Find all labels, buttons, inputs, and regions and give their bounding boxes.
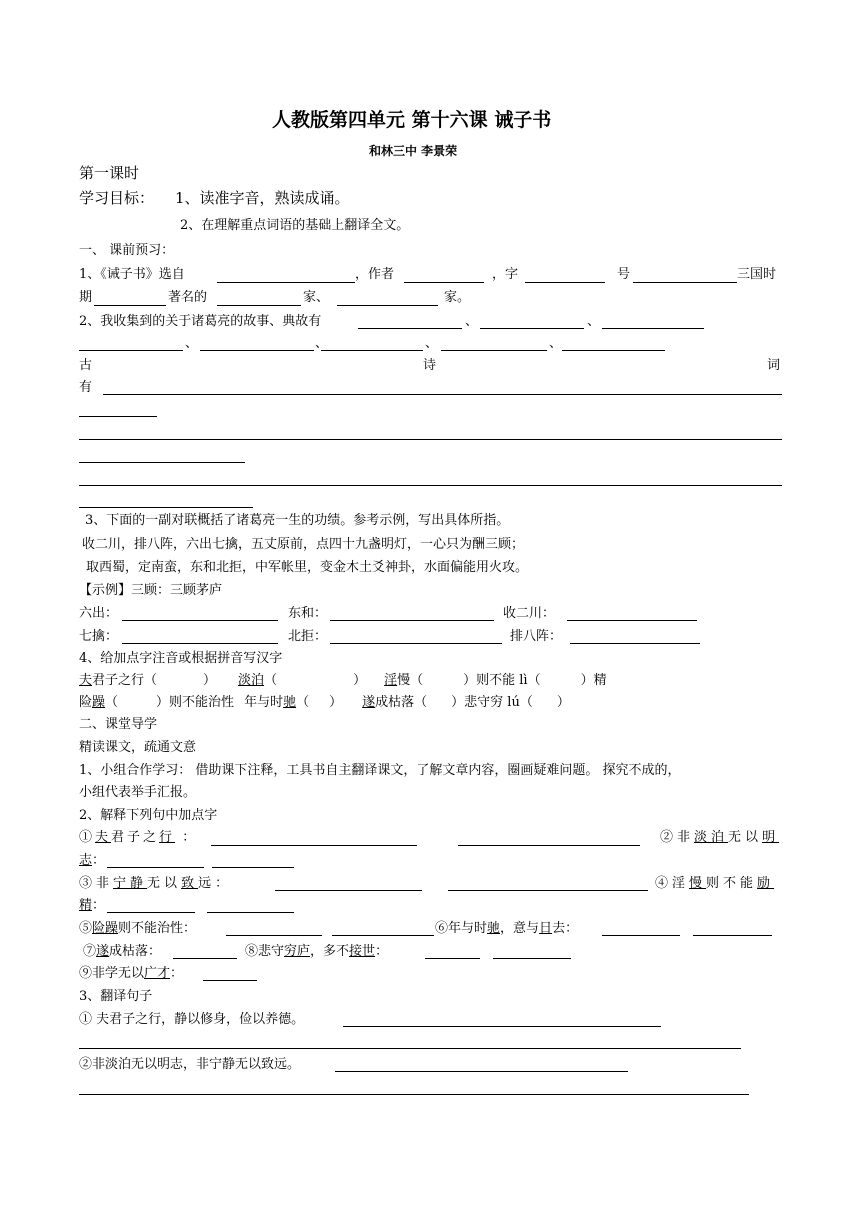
text: ：: [92, 853, 106, 868]
answer-blank[interactable]: [226, 935, 322, 936]
text: ⑧悲守: [245, 944, 285, 959]
item-7: [83, 945, 161, 958]
translation-blank[interactable]: [79, 1048, 741, 1049]
dotted-char: 驰: [283, 695, 297, 710]
poem-label: 古: [79, 358, 93, 373]
answer-blank[interactable]: [207, 912, 294, 913]
text: ⑨非学无以: [79, 966, 145, 981]
text: （: [264, 673, 278, 688]
poem-label: 词: [767, 358, 781, 373]
section-heading: 二、课堂导学: [79, 717, 158, 732]
dotted-char: 励: [757, 876, 775, 891]
text: ，多不: [310, 944, 350, 959]
translation-blank[interactable]: [343, 1026, 661, 1027]
poem-blank[interactable]: [79, 485, 782, 486]
answer-blank[interactable]: [693, 935, 772, 936]
item-1: [79, 831, 198, 844]
dotted-char: 夫: [95, 830, 112, 845]
dotted-char: 宁: [113, 876, 131, 891]
story-blank[interactable]: [200, 350, 314, 351]
q4-row-2: [79, 696, 570, 709]
answer-blank[interactable]: [458, 845, 640, 846]
q1-text: 小组代表举手汇报。: [79, 785, 197, 800]
text: 无以: [147, 876, 182, 891]
text: ）: [353, 673, 367, 688]
poem-blank[interactable]: [103, 394, 782, 395]
story-blank[interactable]: [441, 350, 547, 351]
example-line: 【示例】三顾：三顾茅庐: [79, 583, 223, 598]
text: ⑥年与时: [435, 921, 488, 936]
text: ）则不能治性: [156, 695, 235, 710]
dotted-char: 遂: [96, 944, 110, 959]
dotted-char: 遂: [362, 695, 376, 710]
separator: 、: [549, 336, 563, 351]
dotted-char: 躁: [92, 695, 106, 710]
text: ②非: [660, 830, 695, 845]
q1-text: 号: [617, 267, 631, 282]
text: 年与时: [244, 695, 284, 710]
q2-text: 2、我收集到的关于诸葛亮的故事、典故有: [79, 314, 322, 329]
dotted-char: 淡泊: [238, 673, 265, 688]
text: 成枯落：: [109, 944, 162, 959]
answer-blank[interactable]: [211, 845, 417, 846]
page-title: 人教版第四单元 第十六课 诫子书: [272, 109, 552, 131]
separator: 、: [425, 336, 439, 351]
dotted-char: 险躁: [92, 921, 119, 936]
dotted-char: 精: [79, 898, 93, 913]
text: ：: [182, 830, 199, 845]
story-blank[interactable]: [480, 328, 584, 329]
text: 险: [79, 695, 93, 710]
profession-blank-1[interactable]: [217, 305, 301, 306]
answer-blank[interactable]: [107, 867, 204, 868]
source-blank[interactable]: [217, 282, 355, 283]
item-3: [79, 877, 232, 890]
text: ：: [92, 898, 106, 913]
answer-blank[interactable]: [330, 643, 502, 644]
poem-label: 诗: [423, 358, 437, 373]
q1-text: 家、: [303, 290, 330, 305]
answer-blank[interactable]: [212, 867, 294, 868]
text: ）精: [580, 673, 607, 688]
goal-1: 1、读准字音，熟读成诵。: [175, 189, 350, 207]
dotted-char: 驰: [487, 921, 501, 936]
text: （: [105, 695, 119, 710]
poem-blank[interactable]: [79, 439, 782, 440]
field-label: 东和：: [288, 606, 328, 621]
separator: 、: [185, 336, 199, 351]
answer-blank[interactable]: [330, 620, 494, 621]
dotted-char: 慢: [689, 876, 707, 891]
item-4: [655, 877, 774, 890]
dotted-char: 静: [130, 876, 148, 891]
text: ）: [203, 673, 217, 688]
dotted-char: 致: [181, 876, 199, 891]
story-blank[interactable]: [562, 350, 665, 351]
section-heading: 一、 课前预习：: [79, 243, 175, 258]
story-blank[interactable]: [79, 350, 183, 351]
couplet-line-1: 收二川，排八阵，六出七擒，五丈原前，点四十九盏明灯，一心只为酬三顾；: [82, 537, 525, 552]
profession-blank-2[interactable]: [337, 305, 438, 306]
answer-blank[interactable]: [122, 620, 278, 621]
q1-text: 期: [79, 290, 93, 305]
answer-blank[interactable]: [107, 912, 195, 913]
translation-blank[interactable]: [79, 1094, 749, 1095]
couplet-line-2: 取西蜀，定南蛮，东和北拒，中军帐里，变金木土爻神卦，水面偏能用火攻。: [86, 560, 529, 575]
item-8: [245, 945, 388, 958]
text: （: [296, 695, 310, 710]
field-label: 六出：: [79, 606, 119, 621]
answer-blank[interactable]: [570, 643, 700, 644]
courtesy-name-blank[interactable]: [525, 282, 605, 283]
item-2: [660, 831, 779, 844]
dotted-char: 泊: [711, 830, 729, 845]
q3-intro: 3、下面的一副对联概括了诸葛亮一生的功绩。参考示例，写出具体所指。: [85, 513, 510, 528]
text: 远：: [198, 876, 233, 891]
poem-blank[interactable]: [79, 416, 157, 417]
answer-blank[interactable]: [275, 890, 422, 891]
dotted-char: 接世: [349, 944, 376, 959]
dotted-char: 广才: [144, 966, 171, 981]
q2-heading: 2、解释下列句中加点字: [79, 808, 218, 823]
author-line: 和林三中 李景荣: [369, 144, 458, 158]
text: ，意与: [500, 921, 540, 936]
q1-text: ，字: [492, 267, 519, 282]
text: ）则不能 lì（: [463, 673, 541, 688]
answer-blank[interactable]: [122, 643, 278, 644]
story-blank[interactable]: [358, 328, 462, 329]
text: 则不能治性：: [118, 921, 197, 936]
q4-heading: 4、给加点字注音或根据拼音写汉字: [79, 651, 283, 666]
dotted-char: 行: [159, 830, 176, 845]
answer-blank[interactable]: [203, 980, 257, 981]
lesson-label: 第一课时: [79, 164, 140, 182]
dotted-char: 日: [539, 921, 553, 936]
period-blank[interactable]: [94, 305, 166, 306]
q3-heading: 3、翻译句子: [79, 989, 153, 1004]
text: ①: [79, 830, 96, 845]
separator: 、: [465, 314, 479, 329]
text: ④淫: [655, 876, 690, 891]
item-4-cont: [79, 899, 105, 912]
answer-blank[interactable]: [567, 620, 697, 621]
text: ：: [170, 966, 184, 981]
text: 无以: [728, 830, 763, 845]
q1-text: 著名的: [168, 290, 208, 305]
sentence-2: ②非淡泊无以明志，非宁静无以致远。: [79, 1057, 301, 1072]
dotted-char: 明: [762, 830, 780, 845]
answer-blank[interactable]: [332, 935, 434, 936]
q1-text: 三国时: [737, 267, 777, 282]
field-label: 收二川：: [503, 606, 556, 621]
goal-2: 2、在理解重点词语的基础上翻译全文。: [180, 218, 410, 233]
poem-blank[interactable]: [79, 507, 253, 508]
poem-blank[interactable]: [79, 462, 245, 463]
text: ⑤: [79, 921, 93, 936]
text: ）: [556, 695, 570, 710]
field-label: 七擒：: [79, 629, 119, 644]
text: 君子之行（: [92, 673, 158, 688]
q1-text: 家。: [444, 290, 471, 305]
q4-row-1: [79, 674, 607, 687]
answer-blank[interactable]: [602, 935, 680, 936]
item-9: [79, 967, 183, 980]
text: 慢（: [397, 673, 424, 688]
poem-label: 有: [79, 380, 93, 395]
q1-text: ，作者: [355, 267, 395, 282]
dotted-char: 淡: [694, 830, 712, 845]
item-5: [79, 922, 196, 935]
field-label: 北拒：: [288, 629, 328, 644]
goals-label: 学习目标：: [79, 189, 155, 207]
text: 成枯落（: [375, 695, 428, 710]
text: 君子之: [111, 830, 160, 845]
text: ③非: [79, 876, 114, 891]
item-2-cont: [79, 854, 105, 867]
translation-blank[interactable]: [335, 1071, 628, 1072]
separator: 、: [315, 336, 329, 351]
dotted-char: 志: [79, 853, 93, 868]
text: 去：: [552, 921, 579, 936]
author-blank[interactable]: [404, 282, 484, 283]
dotted-char: 淫: [384, 673, 398, 688]
answer-blank[interactable]: [448, 890, 648, 891]
section-subheading: 精读课文，疏通文意: [79, 740, 197, 755]
text: ：: [375, 944, 389, 959]
text: 则不能: [706, 876, 758, 891]
sentence-1: ① 夫君子之行，静以修身，俭以养德。: [79, 1012, 305, 1027]
answer-blank[interactable]: [425, 958, 480, 959]
q1-text: 1、《诫子书》选自: [79, 267, 185, 282]
q1-text: 1、小组合作学习： 借助课下注释，工具书自主翻译课文，了解文章内容，圈画疑难问题。 探究不成的，: [79, 763, 681, 778]
dotted-char: 穷庐: [284, 944, 311, 959]
text: ）悲守穷 lú（: [451, 695, 533, 710]
item-6: [435, 922, 578, 935]
field-label: 排八阵：: [510, 629, 563, 644]
text: ）: [329, 695, 343, 710]
dotted-char: 夫: [79, 673, 93, 688]
text: ⑦: [83, 944, 97, 959]
answer-blank[interactable]: [493, 958, 571, 959]
story-blank[interactable]: [321, 350, 423, 351]
story-blank[interactable]: [602, 328, 704, 329]
art-name-blank[interactable]: [633, 282, 737, 283]
separator: 、: [587, 314, 601, 329]
answer-blank[interactable]: [173, 958, 237, 959]
